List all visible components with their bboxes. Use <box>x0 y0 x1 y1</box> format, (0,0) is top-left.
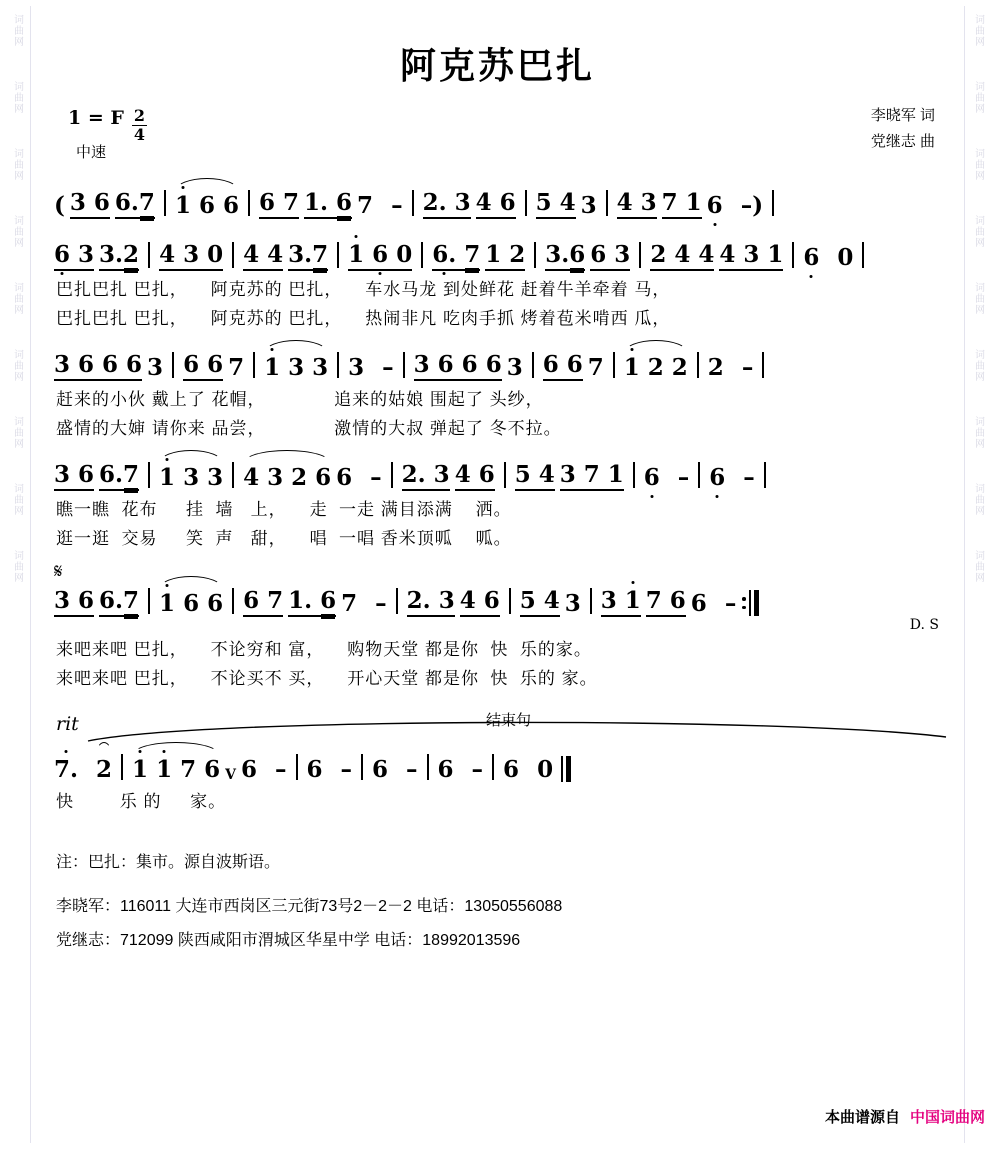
footnotes <box>46 846 949 958</box>
lyric-line <box>46 664 949 689</box>
lyric-text: 巴扎巴扎 巴扎， 阿克苏的 巴扎， 车水马龙 到处鲜花 赶着牛羊牵着 马， <box>56 280 671 299</box>
watermark-text: 词曲网 <box>11 416 23 449</box>
watermark-text: 词曲网 <box>972 550 984 583</box>
watermark-text: 词曲网 <box>972 349 984 382</box>
notation-row: 3 6 6.7 1 3 3 4 3 2 6 6 – 2. 3 4 6 5 4 3 7 1 6 – 6 – <box>46 449 949 491</box>
notation-row: 6 3 3.2 4 3 0 4 4 3.7 1 6 0 6. 7 1 2 3.6 6 3 2 4 4 4 3 1 6 0 <box>46 229 949 271</box>
credit-lyricist: 李晓军 词 <box>870 107 935 124</box>
lyric-text: 快 乐 的 家。 <box>56 792 227 811</box>
music-system-verse2 <box>46 339 949 439</box>
lyric-line <box>46 524 949 549</box>
time-signature-denominator: 4 <box>133 125 145 144</box>
key-signature <box>68 107 147 143</box>
lyric-text: 来吧来吧 巴扎， 不论穷和 富， 购物天堂 都是你 快 乐的家。 <box>56 640 592 659</box>
final-barline <box>561 755 571 783</box>
music-system-intro <box>46 177 949 219</box>
lyric-line <box>46 304 949 329</box>
music-system-coda <box>46 707 949 812</box>
watermark-text: 词曲网 <box>972 483 984 516</box>
watermark-text: 词曲网 <box>11 483 23 516</box>
lyric-line <box>46 414 949 439</box>
footer-brand[interactable]: 中国词曲网 <box>909 1109 985 1126</box>
music-system-verse1 <box>46 229 949 329</box>
watermark-text: 词曲网 <box>972 81 984 114</box>
lyric-text: 巴扎巴扎 巴扎， 阿克苏的 巴扎， 热闹非凡 吃肉手抓 烤着苞米啃西 瓜， <box>56 309 671 328</box>
music-system-chorus <box>46 559 949 689</box>
watermark-column-right <box>965 0 991 1149</box>
lyric-text: 瞧一瞧 花布 挂 墙 上， 走 一走 满目添满 洒。 <box>56 500 512 519</box>
time-signature-numerator: 2 <box>133 106 145 125</box>
footnote-lyricist-contact: 李晓军：116011 大连市西岗区三元街73号2－2－2 电话：13050556088 <box>56 898 563 915</box>
lyric-line <box>46 787 949 812</box>
coda-label: 结束句 <box>486 712 532 729</box>
score-content <box>46 0 949 1149</box>
time-signature <box>132 108 147 143</box>
notation-row: 3 6 6.7 1 6 6 6 7 1. 6 7 – 2. 3 4 6 5 4 3 3 1 7 6 6 – <box>46 575 949 617</box>
footer-prefix: 本曲谱源自 <box>824 1109 900 1126</box>
watermark-text: 词曲网 <box>11 550 23 583</box>
notation-row: ( 3 6 6.7 1 6 6 6 7 1. 6 7 – 2. 3 4 6 5 4 3 4 3 7 1 6 – ) <box>46 177 949 219</box>
watermark-text: 词曲网 <box>11 148 23 181</box>
watermark-text: 词曲网 <box>11 215 23 248</box>
notation-row: 7. 2 1 1 7 6 V 6 – 6 – 6 – 6 – 6 0 <box>46 741 949 783</box>
watermark-text: 词曲网 <box>972 215 984 248</box>
watermark-text: 词曲网 <box>972 148 984 181</box>
lyric-line <box>46 275 949 300</box>
watermark-text: 词曲网 <box>972 282 984 315</box>
source-footer <box>825 1106 985 1127</box>
lyric-line <box>46 385 949 410</box>
coda-bracket <box>86 715 966 745</box>
watermark-text: 词曲网 <box>11 14 23 47</box>
notation-row: 3 6 6 6 3 6 6 7 1 3 3 3 – 3 6 6 6 3 6 6 7 1 2 2 2 – <box>46 339 949 381</box>
credits <box>871 103 935 155</box>
key-signature-label: 1 = F <box>68 107 124 129</box>
watermark-text: 词曲网 <box>11 282 23 315</box>
lyric-text: 盛情的大婶 请你来 品尝， 激情的大叔 弹起了 冬不拉。 <box>56 419 562 438</box>
lyric-text: 逛一逛 交易 笑 声 甜， 唱 一唱 香米顶呱 呱。 <box>56 529 512 548</box>
repeat-end-barline <box>742 589 759 617</box>
tempo-marking: 中速 <box>76 144 107 161</box>
watermark-column-left <box>4 0 30 1149</box>
lyric-line <box>46 635 949 660</box>
music-system-verse3 <box>46 449 949 549</box>
lyric-text: 来吧来吧 巴扎， 不论买不 买， 开心天堂 都是你 快 乐的 家。 <box>56 669 598 688</box>
lyric-line <box>46 495 949 520</box>
credit-composer: 党继志 曲 <box>870 133 935 150</box>
watermark-text: 词曲网 <box>11 349 23 382</box>
footnote-definition: 注：巴扎：集市。源自波斯语。 <box>56 854 281 871</box>
coda-markings <box>46 707 949 741</box>
lyric-text: 赶来的小伙 戴上了 花帽， 追来的姑娘 围起了 头纱， <box>56 390 544 409</box>
watermark-text: 词曲网 <box>11 81 23 114</box>
watermark-text: 词曲网 <box>972 416 984 449</box>
watermark-text: 词曲网 <box>972 14 984 47</box>
score-header <box>46 103 949 167</box>
page-title: 阿克苏巴扎 <box>399 46 595 87</box>
rit-marking: rit <box>56 713 79 735</box>
segno-icon: 𝄋 <box>54 559 63 583</box>
ds-marking: D. S <box>909 617 939 633</box>
footnote-composer-contact: 党继志：712099 陕西咸阳市渭城区华星中学 电话：18992013596 <box>56 932 521 949</box>
